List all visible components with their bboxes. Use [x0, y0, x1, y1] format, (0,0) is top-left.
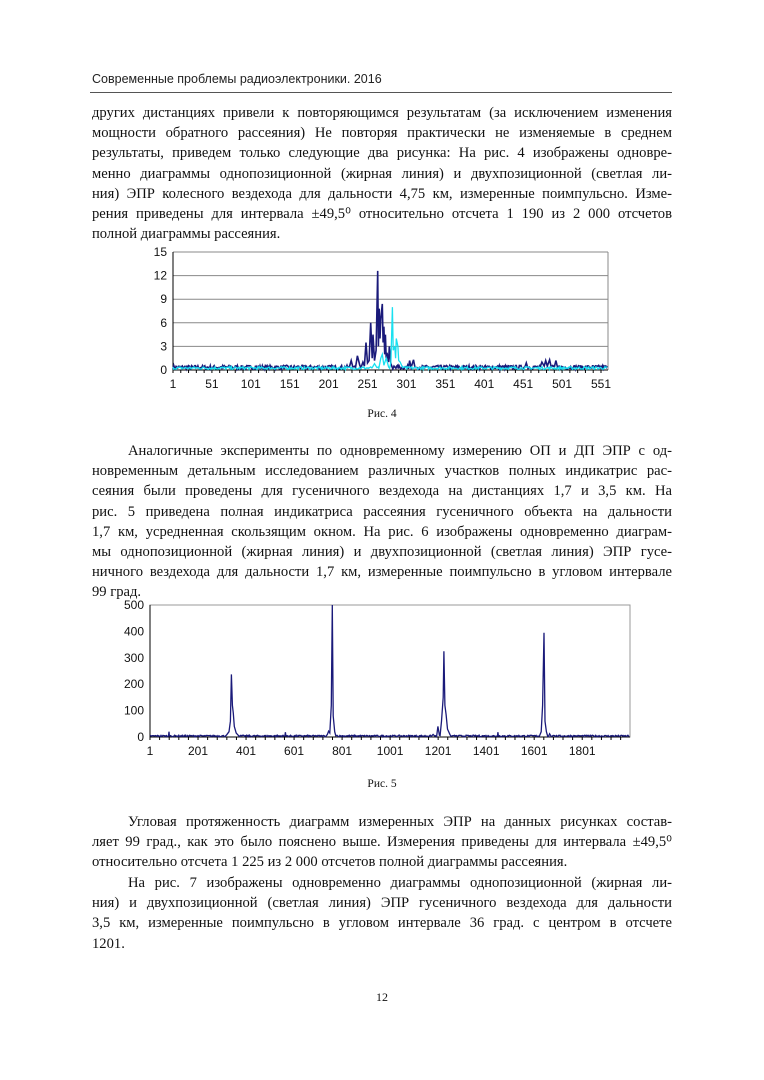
y-tick-label: 9	[160, 292, 167, 307]
x-tick-label: 51	[205, 377, 219, 391]
text-line: ния) ЭПР колесного вездехода для дальности 4,75 км, измеренные поимпульсно. Изме-	[92, 185, 672, 202]
x-tick-label: 1201	[424, 744, 452, 758]
x-tick-label: 801	[332, 744, 353, 758]
text-line: На рис. 7 изображены одновременно диаграммы однопозиционной (жирная ли-	[128, 875, 672, 891]
y-tick-label: 0	[137, 730, 144, 744]
page-number: 12	[376, 990, 388, 1004]
text-line: ляет 99 град., как это было пояснено выше. Измерения приведены для интервала ±49,5⁰	[92, 834, 672, 851]
x-tick-label: 151	[279, 377, 300, 391]
x-tick-label: 401	[474, 377, 495, 391]
x-tick-label: 1401	[472, 744, 500, 758]
text-line: Угловая протяженность диаграмм измеренных ЭПР на данных рисунках состав-	[128, 814, 672, 830]
text-line: 1201.	[92, 935, 125, 952]
text-line: рис. 5 приведена полная индикатриса рассеяния гусеничного объекта на дальности	[92, 503, 672, 520]
series-line	[150, 605, 629, 737]
paragraph-3	[92, 812, 672, 873]
y-tick-label: 400	[123, 624, 144, 639]
y-tick-label: 300	[123, 650, 144, 665]
text-line: менно диаграммы однопозиционной (жирная линия) и двухпозиционной (светлая ли-	[92, 165, 672, 182]
text-line: Аналогичные эксперименты по одновременному измерению ОП и ДП ЭПР с од-	[128, 443, 672, 459]
x-tick-label: 301	[396, 377, 417, 391]
running-header: Современные проблемы радиоэлектроники. 2016	[92, 72, 382, 86]
y-tick-label: 100	[123, 703, 144, 718]
text-line: результаты, приведем только следующие два рисунка: На рис. 4 изображены одновре-	[92, 145, 672, 162]
x-tick-label: 201	[188, 744, 209, 758]
paragraph-4	[92, 873, 672, 954]
text-line: 1,7 км, усредненная скользящим окном. На рис. 6 изображены одновременно диаграм-	[92, 523, 672, 540]
text-line: других дистанциях привели к повторяющимся результатам (за исключением изменения	[92, 105, 672, 121]
x-tick-label: 101	[240, 377, 261, 391]
y-tick-label: 500	[123, 598, 144, 612]
text-line: сеяния были проведены для гусеничного вездехода на дистанциях 1,7 и 3,5 км. На	[92, 483, 672, 500]
text-line: полной диаграммы рассеяния.	[92, 226, 281, 243]
x-tick-label: 1001	[376, 744, 404, 758]
y-tick-label: 200	[123, 677, 144, 692]
text-line: мощности обратного рассеяния) Не повторяя практически не изменяемые в среднем	[92, 125, 672, 142]
x-tick-label: 1801	[568, 744, 596, 758]
text-line: 3,5 км, измеренные поимпульсно в угловом интервале 36 град. с центром в отсчете	[92, 915, 672, 932]
text-line: мы однопозиционной (жирная линия) и двухпозиционной (светлая линия) ЭПР гусе-	[92, 543, 672, 560]
text-line: относительно отсчета 1 225 из 2 000 отсчетов полной диаграммы рассеяния.	[92, 854, 568, 871]
text-line: новременным детальным исследованием различных участков полных индикатрис рас-	[92, 463, 672, 480]
x-tick-label: 551	[590, 377, 612, 391]
x-tick-label: 1	[169, 377, 177, 391]
x-tick-label: 1601	[520, 744, 548, 758]
x-tick-label: 251	[357, 377, 378, 391]
x-tick-label: 351	[435, 377, 456, 391]
x-tick-label: 401	[236, 744, 257, 758]
x-tick-label: 201	[318, 377, 339, 391]
x-tick-label: 601	[284, 744, 305, 758]
text-line: ничного вездехода для дальности 1,7 км, измеренные поимпульсно в угловом интервале	[92, 564, 672, 581]
text-line: ния) и двухпозиционной (светлая линия) ЭПР гусеничного вездехода для дальности	[92, 895, 672, 912]
y-tick-label: 3	[160, 339, 167, 354]
y-tick-label: 15	[153, 245, 167, 259]
plot-border	[150, 605, 630, 737]
figure-4-caption: Рис. 4	[367, 408, 397, 420]
figure-5-caption: Рис. 5	[367, 778, 397, 790]
x-tick-label: 1	[146, 744, 154, 758]
x-tick-label: 451	[513, 377, 534, 391]
y-tick-label: 12	[153, 268, 167, 283]
x-tick-label: 501	[552, 377, 573, 391]
y-tick-label: 0	[160, 363, 167, 377]
text-line: 99 град.	[92, 584, 142, 601]
text-line: рения приведены для интервала ±49,5⁰ относительно отсчета 1 190 из 2 000 отсчетов	[92, 205, 672, 222]
y-tick-label: 6	[160, 315, 167, 330]
